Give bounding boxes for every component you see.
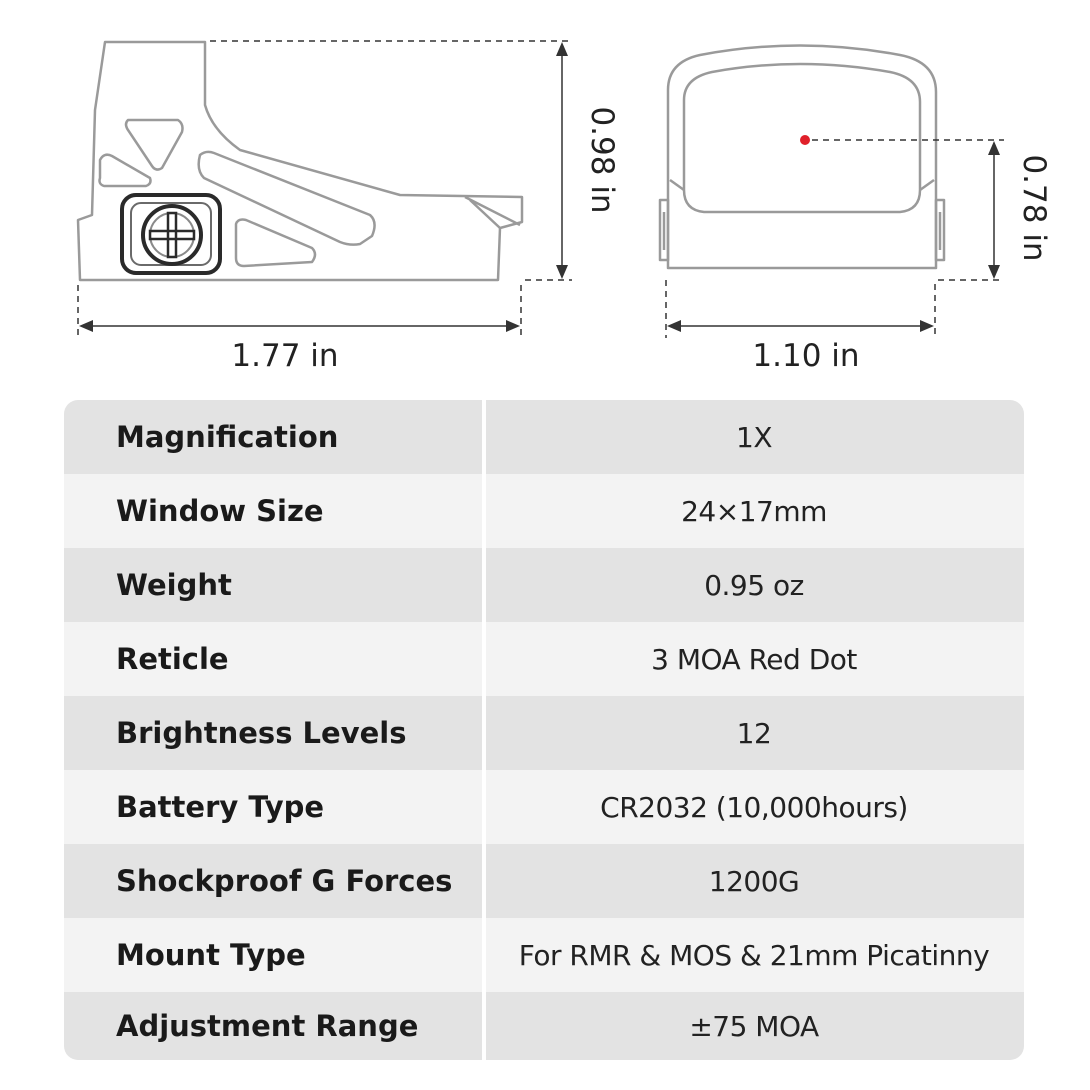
spec-value: CR2032 (10,000hours) bbox=[600, 790, 908, 824]
spec-value: For RMR & MOS & 21mm Picatinny bbox=[518, 938, 990, 972]
spec-row bbox=[64, 474, 1024, 548]
length-dimension-label: 1.77 in bbox=[231, 338, 339, 374]
front-view-sight bbox=[660, 46, 944, 269]
spec-value: 12 bbox=[736, 716, 772, 750]
spec-row bbox=[64, 918, 1024, 992]
spec-row bbox=[64, 696, 1024, 770]
spec-value: ±75 MOA bbox=[689, 1009, 819, 1043]
spec-label: Adjustment Range bbox=[116, 1009, 419, 1043]
spec-value: 1200G bbox=[708, 864, 800, 898]
spec-label: Battery Type bbox=[116, 790, 325, 824]
width-dimension-label: 1.10 in bbox=[752, 338, 860, 374]
front-dimension-lines bbox=[666, 140, 1004, 338]
spec-value: 24×17mm bbox=[681, 494, 827, 528]
height-dimension-label: 0.98 in bbox=[584, 106, 620, 214]
spec-row bbox=[64, 548, 1024, 622]
column-divider bbox=[482, 400, 486, 1060]
side-dimension-arrows bbox=[79, 42, 568, 332]
spec-row bbox=[64, 622, 1024, 696]
spec-value: 1X bbox=[736, 420, 772, 454]
front-dimension-arrows bbox=[667, 141, 1000, 332]
spec-label: Window Size bbox=[116, 494, 324, 528]
red-dot-reticle-icon bbox=[800, 135, 810, 145]
side-dimension-lines bbox=[78, 41, 572, 338]
spec-label: Magnification bbox=[116, 420, 339, 454]
spec-label: Reticle bbox=[116, 642, 229, 676]
spec-row bbox=[64, 992, 1024, 1060]
spec-row bbox=[64, 844, 1024, 918]
windage-adjuster-icon bbox=[122, 195, 220, 273]
spec-label: Weight bbox=[116, 568, 232, 602]
spec-table bbox=[64, 400, 1024, 1060]
spec-value: 0.95 oz bbox=[704, 568, 804, 602]
spec-label: Shockproof G Forces bbox=[116, 864, 453, 898]
dot-height-dimension-label: 0.78 in bbox=[1016, 154, 1052, 262]
spec-row bbox=[64, 400, 1024, 474]
spec-label: Mount Type bbox=[116, 938, 306, 972]
spec-label: Brightness Levels bbox=[116, 716, 407, 750]
dimension-diagram bbox=[0, 0, 1090, 400]
spec-value: 3 MOA Red Dot bbox=[651, 642, 857, 676]
spec-row bbox=[64, 770, 1024, 844]
